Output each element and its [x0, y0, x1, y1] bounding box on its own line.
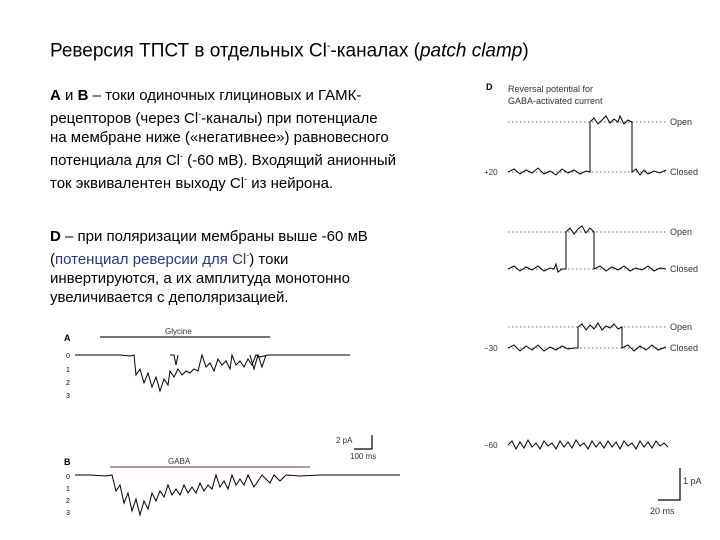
fig-ab-scale-y: 2 pA [336, 436, 353, 445]
level-a-0: 0 [66, 353, 70, 360]
slide-title: Реверсия ТПСТ в отдельных Cl--каналах (patch clamp) [50, 40, 529, 62]
closed-label-3: Closed [670, 343, 699, 353]
p1-line5: ток эквивалентен выходу Cl- из нейрона. [50, 174, 334, 192]
level-b-2: 2 [66, 498, 70, 505]
fig-d-scale-x: 20 ms [650, 506, 675, 516]
fig-d-scale-bar [658, 468, 680, 500]
reversal-potential-link[interactable]: потенциал реверсии для Cl- [55, 250, 250, 268]
open-label-3: Open [670, 322, 693, 332]
level-b-3: 3 [66, 510, 70, 517]
panel-b-label: B [64, 457, 71, 467]
paragraph-ab-description [50, 86, 396, 193]
figure-d-reversal-traces [478, 80, 714, 520]
p1-line3: на мембране ниже («негативнее») равновесного [50, 129, 389, 146]
level-b-1: 1 [66, 486, 70, 493]
open-label-2: Open [670, 227, 693, 237]
figure-ab-glycine-gaba-traces [60, 325, 410, 530]
level-b-0: 0 [66, 474, 70, 481]
level-a-2: 2 [66, 380, 70, 387]
p2-line2: (потенциал реверсии для Cl-) токи [50, 250, 289, 268]
fig-ab-scale-x: 100 ms [350, 452, 377, 461]
gaba-label: GABA [168, 457, 191, 466]
p1-line2: рецепторов (через Cl--каналы) при потенциале [50, 109, 378, 127]
glycine-label: Glycine [165, 327, 192, 336]
p1-line1: A и B – токи одиночных глициновых и ГАМК- [50, 87, 362, 104]
panel-a-label: A [64, 333, 71, 343]
closed-label-2: Closed [670, 264, 699, 274]
p2-line4: увеличивается с деполяризацией. [50, 289, 289, 306]
fig-d-scale-y: 1 pA [683, 476, 702, 486]
voltage-minus60-label: −60 [484, 441, 498, 450]
panel-d-label: D [486, 82, 493, 92]
p1-line4: потенциала для Cl- (-60 мВ). Входящий анионный [50, 151, 397, 169]
closed-label: Closed [670, 167, 699, 177]
open-label: Open [670, 117, 693, 127]
p2-line1: D – при поляризации мембраны выше -60 мВ [50, 228, 368, 245]
fig-ab-scale-bar [354, 435, 372, 449]
fig-d-heading-2: GABA-activated current [508, 96, 603, 106]
p2-line3: инвертируются, а их амплитуда монотонно [50, 270, 350, 287]
voltage-minus30-label: −30 [484, 344, 498, 353]
paragraph-d-description [50, 227, 368, 307]
level-a-1: 1 [66, 367, 70, 374]
fig-d-heading-1: Reversal potential for [508, 84, 594, 94]
level-a-3: 3 [66, 393, 70, 400]
voltage-plus20-label: +20 [484, 168, 498, 177]
